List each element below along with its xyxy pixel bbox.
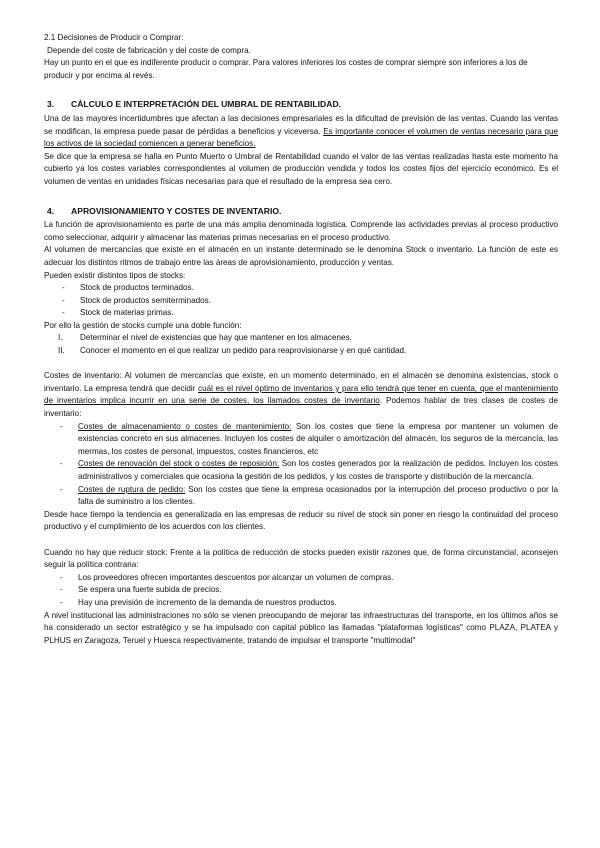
functions-list: [44, 332, 558, 357]
list-item: [44, 584, 558, 597]
document-page: [44, 32, 558, 647]
list-item: [44, 282, 558, 295]
dash-bullet: -: [60, 585, 63, 595]
cost-term: Costes de almacenamiento o costes de mantenimiento:: [78, 421, 292, 431]
dash-bullet: -: [60, 597, 63, 607]
section-4-paragraph-3: Pueden existir distintos tipos de stocks:: [44, 270, 186, 280]
list-item: [44, 484, 558, 509]
inventory-costs-paragraph: [44, 370, 558, 420]
list-item-text: Se espera una fuerte subida de precios.: [78, 585, 222, 595]
section-4-paragraph-1: La función de aprovisionamiento es parte de una más amplia denominada logística. Comprende las actividades previas al proceso productivo como seleccionar, adquirir y almacenar las materias primas necesarias en el proceso productivo.: [44, 220, 558, 242]
dash-bullet: -: [60, 572, 63, 582]
list-item: [44, 332, 558, 345]
section-title: CÁLCULO E INTERPRETACIÓN DEL UMBRAL DE RENTABILIDAD.: [71, 99, 342, 110]
stock-reduction-paragraph: Desde hace tiempo la tendencia es generalizada en las empresas de reducir su nivel de stock sin poner en riesgo la continuidad del proceso productivo y el cumplimiento de los acuerdos con los clientes.: [44, 509, 558, 532]
section-4-paragraph-2: Al volumen de mercancías que existe en el almacén en un instante determinado se le denomina Stock o inventario. La función de este es adecuar los distintos ritmos de trabajo entre las áreas de aprovisionamiento, producción y ventas.: [44, 245, 558, 267]
list-item-text: Stock de materias primas.: [80, 308, 174, 318]
section-number: 4.: [47, 205, 55, 216]
text-run: . Podemos hablar de tres clases de costes de inventario:: [44, 396, 558, 419]
list-item: [44, 597, 558, 610]
underlined-text: Es importante conocer el volumen de ventas necesario para que los activos de la sociedad comiencen a generar beneficios.: [44, 126, 558, 149]
list-item-text: Stock de productos terminados.: [80, 283, 194, 293]
dash-bullet: -: [62, 295, 65, 305]
underlined-text: cuál es el nivel óptimo de inventarios y para ello tendrá que tener en cuenta, que el mantenimiento de inventarios implica incurrir en una serie de costes, los llamados costes de inventario: [44, 383, 559, 406]
list-item: [44, 295, 558, 308]
section-title: APROVISIONAMIENTO Y COSTES DE INVENTARIO.: [71, 205, 282, 216]
list-item-text: Stock de productos semiterminados.: [80, 295, 211, 305]
list-item-text: Los proveedores ofrecen importantes descuentos por alcanzar un volumen de compras.: [78, 572, 394, 582]
list-item-text: Conocer el momento en el que realizar un pedido para reaprovisionarse y en qué cantidad.: [80, 346, 407, 356]
list-item: [44, 345, 558, 358]
subsection-2-1-line1: Depende del coste de fabricación y del coste de compra.: [47, 45, 251, 55]
list-item: [44, 458, 558, 483]
subsection-2-1-paragraph: Hay un punto en el que es indiferente producir o comprar. Para valores inferiores los costes de comprar siempre son inferiores a los de producir y por encima al revés.: [44, 58, 528, 80]
text-run: Una de las mayores incertidumbres que afectan a las decisiones empresariales es la dificultad de previsión de las ventas. Cuando las ventas se modifican, la empresa puede pasar de pérdidas a beneficios y viceversa.: [44, 113, 558, 136]
list-item: [44, 572, 558, 585]
no-reduction-paragraph: Cuando no hay que reducir stock: Frente a la política de reducción de stocks pueden existir razones que, de forma circunstancial, aconsejen seguir la política contraria:: [44, 547, 558, 570]
subsection-2-1-title: 2.1 Decisiones de Producir o Comprar:: [44, 33, 184, 42]
cost-term: Costes de ruptura de pedido:: [78, 484, 186, 494]
dash-bullet: -: [62, 283, 65, 293]
list-item-text: Hay una previsión de incremento de la demanda de nuestros productos.: [78, 597, 337, 607]
dash-bullet: -: [62, 308, 65, 318]
stock-types-list: [44, 282, 558, 320]
cost-term: Costes de renovación del stock o costes de reposición:: [78, 459, 280, 469]
cost-description: Son los costes que tiene la empresa por mantener un volumen de existencias concreto en sus almacenes. Incluyen los costes de alquiler o amortización del almacén, los seguros de la mercancía, las mermas, los costes de personal, impuestos, costes financieros, etc: [78, 421, 559, 456]
list-item: [44, 307, 558, 320]
dash-bullet: -: [60, 484, 63, 494]
dash-bullet: -: [60, 421, 63, 431]
dash-bullet: -: [60, 459, 63, 469]
section-4-heading: [44, 205, 558, 218]
inventory-costs-list: [44, 421, 558, 509]
section-number: 3.: [47, 99, 55, 110]
institutional-paragraph: A nivel institucional las administraciones no sólo se vienen preocupando de mejorar las infraestructuras del transporte, en los últimos años se ha considerado un sector estratégico y se ha impulsado con capital público las llamadas "plataformas logísticas" como PLAZA, PLATEA y PLHUS en Zaragoza, Teruel y Huesca respectivamente, tratando de impulsar el transporte "multimodal": [44, 610, 558, 645]
list-item-text: Determinar el nivel de existencias que hay que mantener en los almacenes.: [80, 333, 352, 343]
section-3-paragraph-2: Se dice que la empresa se halla en Punto Muerto o Umbral de Rentabilidad cuando el valor de las ventas realizadas hasta este momento ha cubierto ya los costes variables correspondientes al volumen de producción vendida y todos los costes fijos del ejercicio económico. Es el volumen de ventas en unidades físicas necesarias para que el resultado de la empresa sea cero.: [44, 151, 558, 186]
section-4-paragraph-4: Por ello la gestión de stocks cumple una doble función:: [44, 320, 242, 330]
roman-numeral: II.: [58, 346, 65, 356]
list-item: [44, 421, 558, 459]
roman-numeral: I.: [58, 333, 63, 343]
cost-description: Son los costes que tiene la empresa ocasionados por la interrupción del proceso productivo o por la falta de suministro a los clientes.: [78, 484, 559, 507]
section-3-paragraph-1: [44, 113, 558, 151]
text-run: Costes de inventario: Al volumen de mercancías que existe, en un momento determinado, en el almacén se denomina existencias, stock o inventario. La empresa tendrá que decidir: [44, 371, 558, 393]
reasons-list: [44, 572, 558, 610]
cost-description: Son los costes generados por la realización de pedidos. Incluyen los costes administrativos y comerciales que ocasiona la gestión de los pedidos, y los costes de transporte y distribución de la mercancía.: [78, 459, 558, 481]
section-3-heading: [44, 98, 558, 111]
